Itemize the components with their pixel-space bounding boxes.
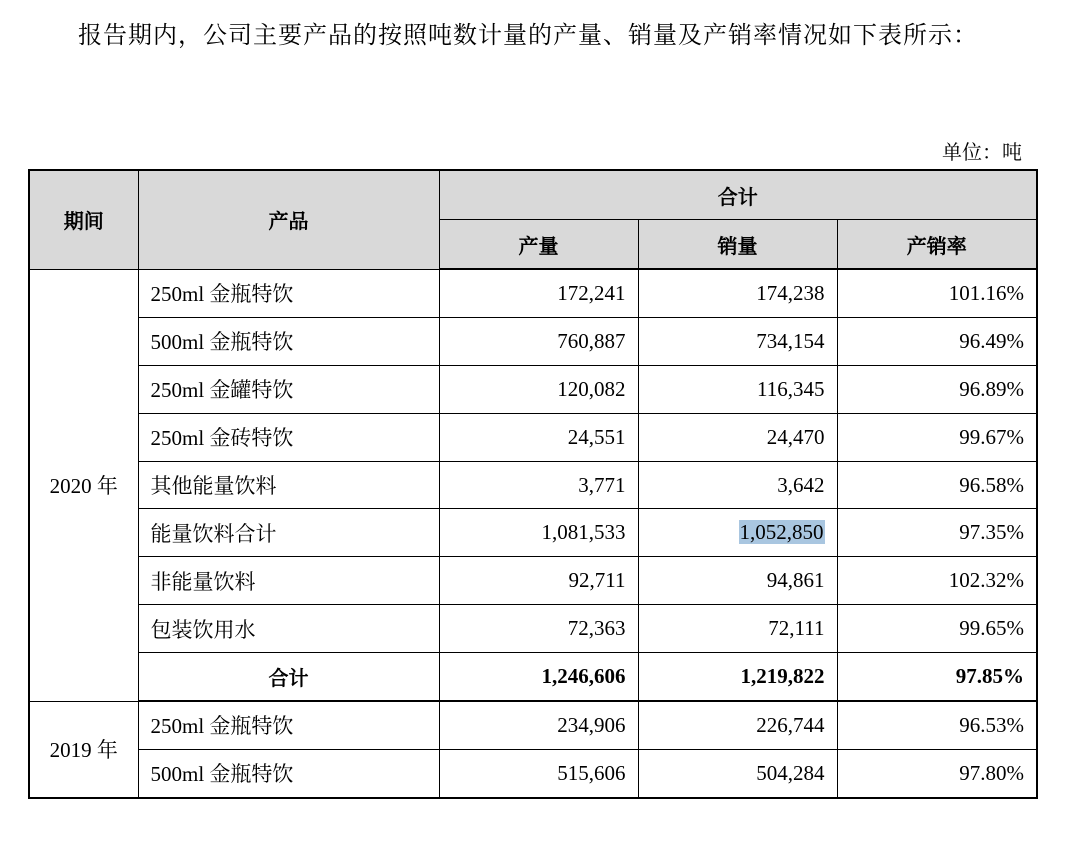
table-row — [29, 317, 1037, 365]
product-cell-total: 合计 — [138, 653, 439, 701]
sales-cell: 72,111 — [638, 605, 837, 653]
sales-cell: 734,154 — [638, 317, 837, 365]
table-row — [29, 509, 1037, 557]
period-cell-2020: 2020 年 — [29, 269, 138, 701]
sales-cell[interactable] — [638, 509, 837, 557]
rate-cell: 96.89% — [837, 365, 1037, 413]
sales-cell: 504,284 — [638, 749, 837, 797]
period-cell-2019: 2019 年 — [29, 701, 138, 798]
sales-cell: 3,642 — [638, 461, 837, 509]
rate-cell: 102.32% — [837, 557, 1037, 605]
product-cell: 500ml 金瓶特饮 — [138, 749, 439, 797]
sales-cell: 174,238 — [638, 269, 837, 317]
product-cell: 250ml 金罐特饮 — [138, 365, 439, 413]
sales-cell: 94,861 — [638, 557, 837, 605]
table-row — [29, 365, 1037, 413]
product-cell: 250ml 金砖特饮 — [138, 413, 439, 461]
product-cell: 包装饮用水 — [138, 605, 439, 653]
production-cell: 760,887 — [439, 317, 638, 365]
table-row — [29, 701, 1037, 749]
intro-paragraph: 报告期内，公司主要产品的按照吨数计量的产量、销量及产销率情况如下表所示： — [78, 21, 978, 49]
product-cell: 250ml 金瓶特饮 — [138, 269, 439, 317]
header-product: 产品 — [138, 170, 439, 269]
header-sales: 销量 — [638, 220, 837, 270]
header-production: 产量 — [439, 220, 638, 270]
product-cell: 非能量饮料 — [138, 557, 439, 605]
production-cell: 120,082 — [439, 365, 638, 413]
production-cell: 1,081,533 — [439, 509, 638, 557]
rate-cell: 101.16% — [837, 269, 1037, 317]
rate-cell-total: 97.85% — [837, 653, 1037, 701]
unit-label: 单位：吨 — [942, 140, 1022, 164]
table-row-total — [29, 653, 1037, 701]
production-cell: 234,906 — [439, 701, 638, 749]
rate-cell: 99.65% — [837, 605, 1037, 653]
table-row — [29, 749, 1037, 797]
production-cell: 172,241 — [439, 269, 638, 317]
sales-cell: 24,470 — [638, 413, 837, 461]
table-row — [29, 461, 1037, 509]
production-cell: 3,771 — [439, 461, 638, 509]
rate-cell: 96.53% — [837, 701, 1037, 749]
rate-cell: 96.49% — [837, 317, 1037, 365]
production-cell: 92,711 — [439, 557, 638, 605]
header-group-total: 合计 — [439, 170, 1037, 220]
production-cell: 515,606 — [439, 749, 638, 797]
rate-cell: 97.80% — [837, 749, 1037, 797]
production-cell: 24,551 — [439, 413, 638, 461]
table-row — [29, 557, 1037, 605]
production-cell-total: 1,246,606 — [439, 653, 638, 701]
header-row-1 — [29, 170, 1037, 220]
sales-cell: 116,345 — [638, 365, 837, 413]
header-rate: 产销率 — [837, 220, 1037, 270]
table-row — [29, 413, 1037, 461]
sales-cell: 226,744 — [638, 701, 837, 749]
selected-text-highlight[interactable]: 1,052,850 — [739, 520, 824, 545]
rate-cell: 96.58% — [837, 461, 1037, 509]
table-row — [29, 605, 1037, 653]
product-cell: 250ml 金瓶特饮 — [138, 701, 439, 749]
sales-cell-total: 1,219,822 — [638, 653, 837, 701]
rate-cell: 97.35% — [837, 509, 1037, 557]
product-cell: 500ml 金瓶特饮 — [138, 317, 439, 365]
header-period: 期间 — [29, 170, 138, 269]
table-row — [29, 269, 1037, 317]
rate-cell: 99.67% — [837, 413, 1037, 461]
product-cell: 其他能量饮料 — [138, 461, 439, 509]
product-cell: 能量饮料合计 — [138, 509, 439, 557]
production-sales-table — [28, 169, 1038, 799]
production-cell: 72,363 — [439, 605, 638, 653]
